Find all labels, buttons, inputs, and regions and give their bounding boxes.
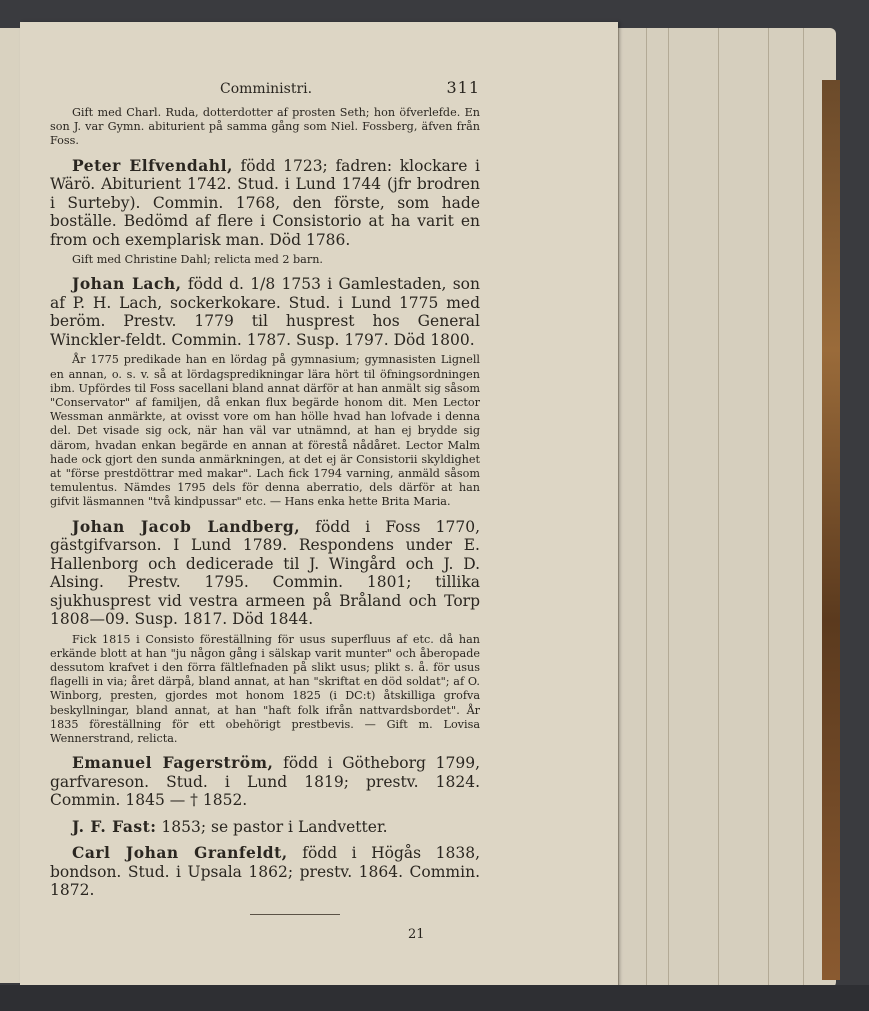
entry-note: Fick 1815 i Consisto föreställning för usus superfluus af etc. då han erkände blott at han "ju någon gång i sälskap varit munter" och åberopade dessutom krafvet i den förra fältlefnaden på slikt usus; plikt s. å. för usus flagelli in via; året därpå, bland annat, at han "skriftat en död soldat"; af O. Winborg, presten, gjordes mot honom 1825 (i DC:t) åtskilliga grofva beskyllningar, bland annat, at han "haft folk ifrån nattvardsbordet". År 1835 föreställning för ett obehörigt prestbevis. — Gift m. Lovisa Wennerstrand, relicta. — [50, 632, 480, 745]
entry-note: År 1775 predikade han en lördag på gymnasium; gymnasisten Lignell en annan, o. s. v. så at lördagspredikningar lära hört til öfningsordningen ibm. Upfördes til Foss sacellani bland annat därför at han anmält sig såsom "Conservator" af familjen, då enkan flux begärde honom dit. Men Lector Wessman anmärkte, at ovisst vore om han hölle hvad han lofvade i denna del. Det visade sig ock, när han väl var utnämnd, at han ej brydde sig därom, hvadan enkan begärde en annan at förestå nådåret. Lector Malm hade ock gjort den sunda anmärkningen, at det ej är Consistorii skyldighet at "förse prestdöttrar med makar". Lach fick 1794 varning, anmäld såsom temulentus. Nämdes 1795 dels för denna aberratio, dels därför at han gifvit läsmannen "två kindpussar" etc. — Hans enka hette Brita Maria. — [50, 353, 480, 509]
entry-name: J. F. Fast: — [72, 816, 157, 836]
entry-name: Carl Johan Granfeldt, — [72, 843, 288, 863]
signature-mark: 21 — [408, 926, 425, 942]
entry: J. F. Fast: 1853; se pastor i Landvetter. — [72, 816, 388, 836]
entry: Emanuel Fagerström, född i Götheborg 1799, garfvareson. Stud. i Lund 1819; prestv. 1824. Commin. 1845 — † 1852. — [50, 753, 480, 810]
entry: Peter Elfvendahl, född 1723; fadren: klockare i Wärö. Abiturient 1742. Stud. i Lund 1744 (jfr brodren i Surteby). Commin. 1768, den förste, som hade boställe. Bedömd af flere i Consistorio at ha varit en from och exemplarisk man. Död 1786. — [50, 155, 480, 249]
background-bottom — [0, 985, 869, 1011]
entry-note: Gift med Charl. Ruda, dotterdotter af prosten Seth; hon öfverlefde. En son J. var Gymn. abiturient på samma gång som Niel. Fossberg, äfven från Foss. — [50, 106, 480, 148]
page-text — [50, 78, 480, 942]
entry: Johan Jacob Landberg, född i Foss 1770, gästgifvarson. I Lund 1789. Respondens under E. Hallenborg och dedicerade til J. Wingård och J. D. Alsing. Prestv. 1795. Commin. 1801; tillika sjukhusprest vid vestra armeen på Bråland och Torp 1808—09. Susp. 1817. Död 1844. — [50, 516, 480, 629]
entry-name: Johan Lach, — [72, 274, 182, 294]
page-stack — [598, 28, 836, 988]
entry-note: Gift med Christine Dahl; relicta med 2 barn. — [72, 253, 323, 267]
running-header — [220, 78, 480, 106]
book-binding — [822, 80, 840, 980]
page-number: 311 — [446, 78, 480, 97]
header-title: Comministri. — [220, 81, 313, 97]
entry: Johan Lach, född d. 1/8 1753 i Gamlestaden, son af P. H. Lach, sockerkokare. Stud. i Lund 1775 med beröm. Prestv. 1779 til husprest hos General Winckler-feldt. Commin. 1787. Susp. 1797. Död 1800. — [50, 274, 480, 349]
entry-name: Johan Jacob Landberg, — [72, 516, 301, 536]
entry-name: Peter Elfvendahl, — [72, 155, 233, 175]
entry-name: Emanuel Fagerström, — [72, 753, 274, 773]
divider-rule — [250, 914, 340, 915]
entry: Carl Johan Granfeldt, född i Högås 1838, bondson. Stud. i Upsala 1862; prestv. 1864. Commin. 1872. — [50, 843, 480, 900]
